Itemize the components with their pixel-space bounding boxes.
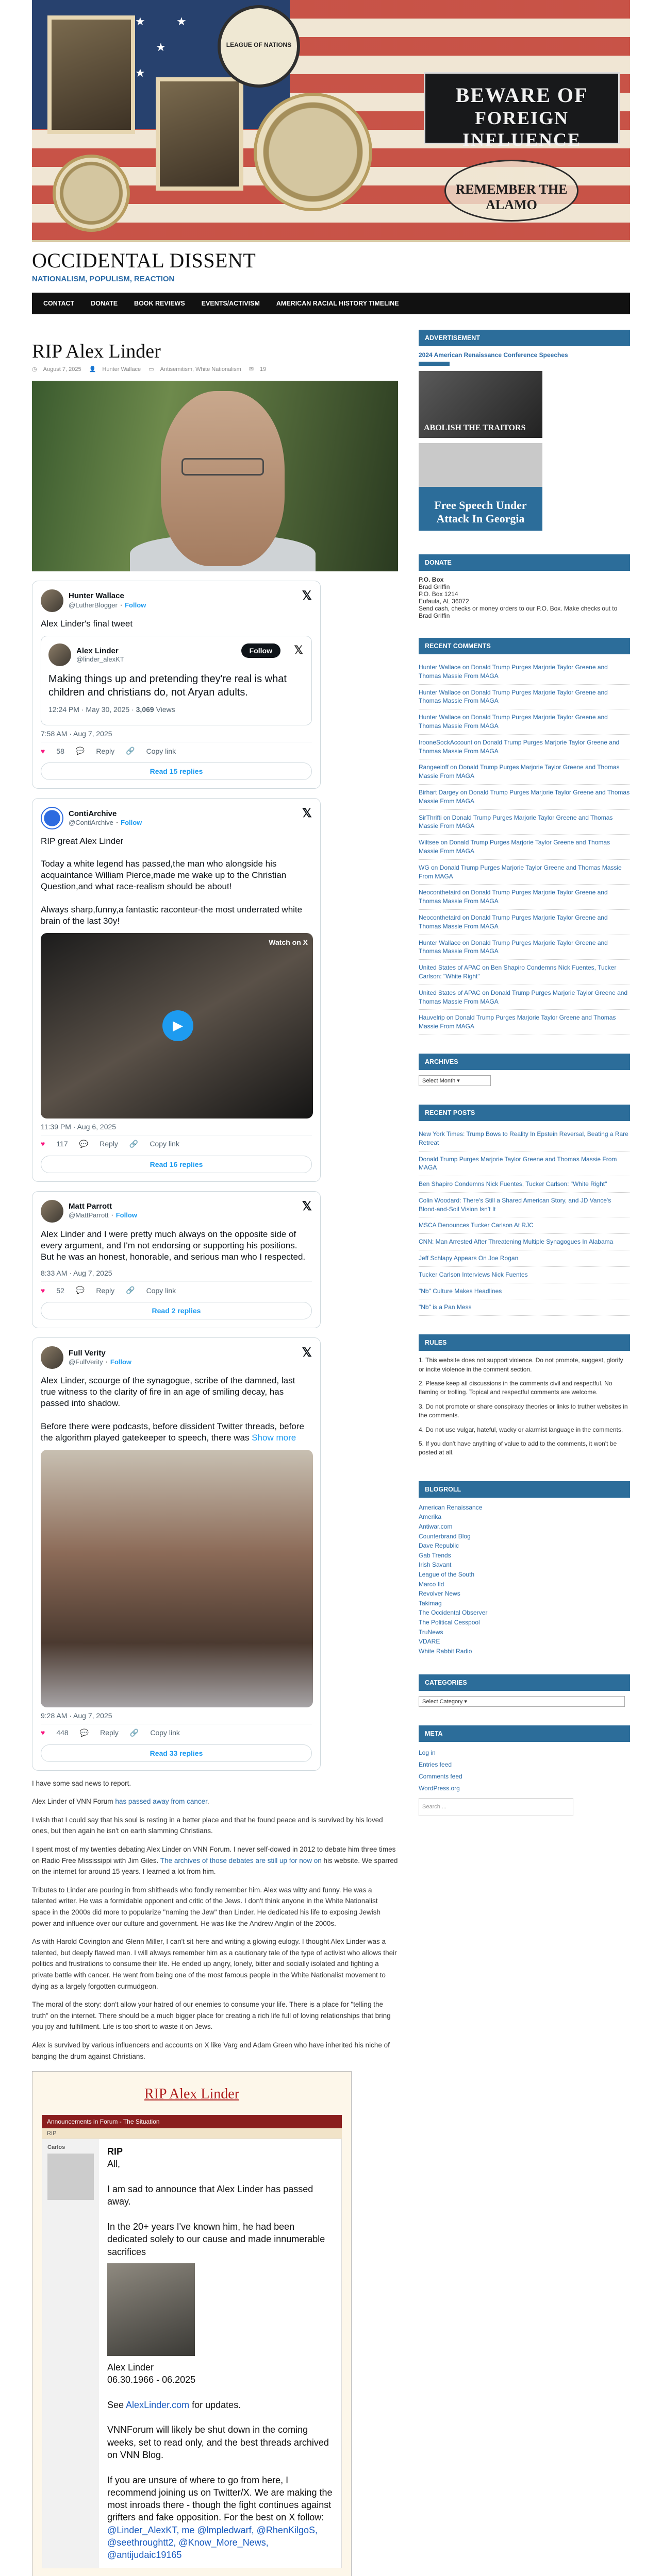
copy-link-button[interactable]: Copy link [146, 1286, 176, 1295]
paragraph: I spent most of my twenties debating Alex Linder on VNN Forum. I never self-dowed in 2012 to debate him three times on Radio Free Mississippi with Jim Giles. The archives of those debates are still up for now on his website. We sparred on the internet for around 15 years. I learned a lot from him. [32, 1845, 398, 1876]
like-count: 448 [56, 1728, 69, 1737]
link-icon[interactable]: 🔗 [129, 1139, 139, 1148]
link-icon[interactable]: 🔗 [126, 747, 135, 755]
tweet-video[interactable] [41, 933, 313, 1118]
watch-on-x-link[interactable]: Watch on X [269, 938, 308, 946]
list-item[interactable]: Birhart Dargey on Donald Trump Purges Marjorie Taylor Greene and Thomas Massie From MAGA [419, 785, 630, 810]
tweet-timestamp[interactable]: 9:28 AM · Aug 7, 2025 [41, 1711, 112, 1720]
tweet-photo[interactable] [41, 1450, 313, 1707]
site-banner [32, 0, 630, 242]
tweet-author-handle[interactable]: @LutherBlogger [69, 601, 118, 609]
list-item[interactable]: Neoconthetaird on Donald Trump Purges Marjorie Taylor Greene and Thomas Massie From MAGA [419, 910, 630, 935]
list-item[interactable]: "Nb" Culture Makes Headlines [419, 1283, 630, 1300]
follow-link[interactable]: Follow [121, 818, 142, 826]
list-item[interactable]: American Renaissance [419, 1503, 483, 1511]
forum-photo [107, 2263, 195, 2356]
reply-icon[interactable]: 💬 [79, 1728, 89, 1737]
link-icon[interactable]: 🔗 [126, 1286, 135, 1295]
list-item[interactable]: Amerika [419, 1513, 442, 1521]
list-item[interactable]: The Political Cesspool [419, 1618, 480, 1626]
post-body [32, 1778, 398, 2062]
banner-remember-alamo: REMEMBER THE ALAMO [444, 160, 578, 222]
widget-advertisement-header: ADVERTISEMENT [419, 330, 630, 346]
list-item[interactable]: Hunter Wallace on Donald Trump Purges Marjorie Taylor Greene and Thomas Massie From MAGA [419, 685, 630, 710]
heart-icon[interactable]: ♥ [41, 1728, 45, 1737]
banner-seal: LEAGUE OF NATIONS [218, 5, 300, 88]
copy-link-button[interactable]: Copy link [150, 1140, 179, 1148]
list-item[interactable]: SirThrifti on Donald Trump Purges Marjorie Taylor Greene and Thomas Massie From MAGA [419, 810, 630, 835]
avatar[interactable] [41, 1346, 63, 1369]
post-comment-count[interactable]: 19 [260, 366, 267, 372]
paragraph: Tributes to Linder are pouring in from shitheads who fondly remember him. Alex was witty and funny. He was a talented writer. He was a formidable opponent and critic of the Jews. I don't think anyone in the White Nationalist space in the 2000s did more to popularize "naming the Jew" than Linder. He dedicated his life to exposing Jewish power and influence over our culture and government. He was like the Andrew Anglin of the 2000s. [32, 1886, 380, 1927]
quote-text: Making things up and pretending they're real is what children and christians do, not Aryan adults. [48, 673, 287, 699]
list-item[interactable]: Tucker Carlson Interviews Nick Fuentes [419, 1267, 630, 1283]
site-tagline: NATIONALISM, POPULISM, REACTION [32, 275, 175, 283]
avatar[interactable] [41, 807, 63, 829]
post-hero-image [32, 381, 398, 571]
nav-events-activism[interactable]: EVENTS/ACTIVISM [201, 300, 260, 307]
list-item[interactable]: Takimag [419, 1599, 442, 1607]
widget-blogroll-header: BLOGROLL [419, 1481, 630, 1498]
list-item[interactable]: Comments feed [419, 1772, 462, 1780]
post-author[interactable]: Hunter Wallace [102, 366, 141, 372]
list-item[interactable]: White Rabbit Radio [419, 1647, 472, 1655]
list-item[interactable]: League of the South [419, 1570, 475, 1578]
banner-medallion [254, 93, 372, 211]
paragraph: Alex is survived by various influencers and accounts on X like Varg and Adam Green who have inherited his niche of banging the drum against Christians. [32, 2041, 390, 2060]
widget-archives-header: ARCHIVES [419, 1054, 630, 1070]
list-item[interactable]: Hauvelrip on Donald Trump Purges Marjorie Taylor Greene and Thomas Massie From MAGA [419, 1010, 630, 1035]
read-replies-button[interactable]: Read 16 replies [41, 1156, 312, 1173]
list-item[interactable]: Neoconthetaird on Donald Trump Purges Marjorie Taylor Greene and Thomas Massie From MAGA [419, 885, 630, 910]
forum-subject: RIP [42, 2128, 342, 2139]
paragraph: I have some sad news to report. [32, 1779, 131, 1787]
link-icon[interactable]: 🔗 [129, 1728, 139, 1737]
list-item[interactable]: WG on Donald Trump Purges Marjorie Taylor Greene and Thomas Massie From MAGA [419, 860, 630, 885]
heart-icon[interactable]: ♥ [41, 747, 45, 755]
list-item[interactable]: Wiltsee on Donald Trump Purges Marjorie Taylor Greene and Thomas Massie From MAGA [419, 835, 630, 860]
list-item[interactable]: Rangeeioff on Donald Trump Purges Marjorie Taylor Greene and Thomas Massie From MAGA [419, 759, 630, 785]
list-item[interactable]: Colin Woodard: There's Still a Shared American Story, and JD Vance's Blood-and-Soil Vision Isn't It [419, 1193, 630, 1218]
list-item[interactable]: Irish Savant [419, 1561, 452, 1569]
donate-info: P.O. Box Brad Griffin P.O. Box 1214 Eufaula, AL 36072 Send cash, checks or money orders to our P.O. Box. Make checks out to Brad Griffin [419, 576, 618, 619]
list-item[interactable]: Hunter Wallace on Donald Trump Purges Marjorie Taylor Greene and Thomas Massie From MAGA [419, 935, 630, 960]
tweet-author-handle[interactable]: @FullVerity [69, 1358, 103, 1366]
post-category[interactable]: Antisemitism, White Nationalism [160, 366, 241, 372]
tweet-timestamp[interactable]: 8:33 AM · Aug 7, 2025 [41, 1269, 112, 1278]
avatar[interactable] [41, 589, 63, 612]
paragraph: As with Harold Covington and Glenn Miller, I can't sit here and writing a glowing eulogy. I thought Alex Linder was a talented, but deeply flawed man. I will always remember him as a cautionary tale of the type of activist who allows their politics and frustrations to consume their life. He ended up angry, lonely, bitter and socially isolated and fighting a private battle with cancer. He went from being one of the most famous people in the White Nationalist movement to dying as a largely forgotten curmudgeon. [32, 1938, 397, 1990]
list-item[interactable]: CNN: Man Arrested After Threatening Multiple Synagogues In Alabama [419, 1234, 630, 1250]
meta-list [419, 1742, 630, 1821]
nav-book-reviews[interactable]: BOOK REVIEWS [134, 300, 185, 307]
main-nav [32, 293, 630, 314]
list-item[interactable]: Jeff Schlapy Appears On Joe Rogan [419, 1250, 630, 1267]
tweet-text: Alex Linder, scourge of the synagogue, scribe of the damned, last true witness to the clarity of fire in an age of smiling decay, has passed into shadow. Before there were podcasts, before dissident Twitter threads, before the algorithm played gatekeeper to speech, there was Show more [41, 1376, 304, 1443]
categories-select[interactable]: Select Category ▾ [419, 1696, 625, 1707]
list-item[interactable]: United States of APAC on Ben Shapiro Condemns Nick Fuentes, Tucker Carlson: "White Right" [419, 960, 630, 985]
archives-select[interactable]: Select Month ▾ [419, 1075, 491, 1086]
main-content [32, 330, 398, 2576]
clock-icon: ◷ [32, 366, 37, 372]
nav-contact[interactable]: CONTACT [43, 300, 75, 307]
widget-meta-header: META [419, 1725, 630, 1742]
post-title: RIP Alex Linder [32, 341, 161, 362]
widget-donate-header: DONATE [419, 554, 630, 571]
copy-link-button[interactable]: Copy link [146, 747, 176, 755]
sidebar [419, 330, 630, 2576]
reply-button[interactable]: Reply [100, 1728, 119, 1737]
tweet-card: ContiArchive @ContiArchive · Follow 𝕏 RIP great Alex Linder Today a white legend has passed,the man who alongside his acquaintance William Pierce,made me wake up to the Christian Question,and what race-realism should be about! Always sharp,funny,a fantastic raconteur-the most underrated white brain of the last 30y! Watch on X ▶ 11:39 PM · Aug 6, 2025 ♥ 117 💬 Reply 🔗 Copy link Read 16 replies [32, 798, 321, 1182]
inline-link[interactable]: The archives of those debates are still up for now on [160, 1856, 322, 1865]
quoted-tweet[interactable] [41, 636, 312, 725]
inline-link[interactable]: @Linder_AlexKT, me @lmpledwarf, @RhenKilgoS, @seethroughtt2, @Know_More_News, @antijudaic19165 [107, 2524, 318, 2561]
forum-bar: Announcements in Forum - The Situation [42, 2115, 342, 2128]
reply-icon[interactable]: 💬 [75, 1286, 85, 1295]
list-item[interactable]: Marco Ild [419, 1580, 444, 1588]
quote-author-handle[interactable]: @linder_alexKT [76, 655, 124, 664]
list-item[interactable]: Hunter Wallace on Donald Trump Purges Marjorie Taylor Greene and Thomas Massie From MAGA [419, 709, 630, 735]
list-item[interactable]: United States of APAC on Donald Trump Purges Marjorie Taylor Greene and Thomas Massie From MAGA [419, 985, 630, 1010]
quote-author-name[interactable]: Alex Linder [76, 647, 119, 656]
follow-link[interactable]: Follow [115, 1211, 137, 1219]
forum-post: RIP All, I am sad to announce that Alex Linder has passed away. In the 20+ years I've known him, he had been dedicated solely to our cause and made innumerable sacrifices Alex Linder 06.30.1966 - 06.2025 See AlexLinder.com for updates. VNNForum will likely be shut down in the coming weeks, set to read only, and the best threads archived on VNN Blog. If you are unsure of where to go from here, I recommend joining us on Twitter/X. We are making the most inroads there - though the fight continues against grifters and fake opposition. For the best on X follow: @Linder_AlexKT, me @lmpledwarf, @RhenKilgoS, @seethroughtt2, @Know_More_News, @antijudaic19165 [107, 2146, 333, 2561]
rules-text: 1. This website does not support violence. Do not promote, suggest, glorify or incite violence in the comment section. 2. Please keep all discussions in the comments civil and respectful. No flaming or trolling. Topical and respectful comments are welcome. 3. Do not promote or share conspiracy theories or links to truther websites in the comments. 4. Do not use vulgar, hateful, wacky or alarmist language in the comments. 5. If you don't have anything of value to add to the comments, it won't be posted at all. [419, 1357, 628, 1456]
reply-button[interactable]: Reply [96, 747, 115, 755]
tweet-card: Hunter Wallace @LutherBlogger · Follow 𝕏 Alex Linder's final tweet Alex Linder @linder_alexKT Follow 𝕏 Making things up and pretending they're real is what children and christians do, not Aryan adults. 12:24 PM · May 30, 2025 · 3,069 Views 7:58 AM · Aug 7, 2025 ♥ 58 💬 Reply 🔗 Copy link Read 15 replies [32, 581, 321, 789]
nav-racial-history-timeline[interactable]: AMERICAN RACIAL HISTORY TIMELINE [276, 300, 399, 307]
recent-comments-list [419, 654, 630, 1040]
ad-link[interactable]: 2024 American Renaissance Conference Speeches [419, 351, 568, 359]
tweet-timestamp[interactable]: 11:39 PM · Aug 6, 2025 [41, 1122, 117, 1131]
widget-categories-header: CATEGORIES [419, 1674, 630, 1691]
heart-icon[interactable]: ♥ [41, 1286, 45, 1295]
tweet-text: Alex Linder's final tweet [41, 619, 133, 629]
list-item[interactable]: New York Times: Trump Bows to Reality In Epstein Reversal, Beating a Rare Retreat [419, 1126, 630, 1151]
banner-flag-canton: ★ ★ ★ ★ [32, 0, 290, 129]
quote-timestamp: 12:24 PM · May 30, 2025 · 3,069 Views [48, 705, 175, 714]
tweet-text: RIP great Alex Linder Today a white legend has passed,the man who alongside his acquaintance William Pierce,made me wake up to the Christian Question,and what race-realism should be about! Always sharp,funny,a fantastic raconteur-the most underrated white brain of the last 30y! [41, 836, 303, 926]
forum-user-panel [42, 2139, 99, 2567]
heart-icon[interactable]: ♥ [41, 1140, 45, 1148]
tweet-text: Alex Linder and I were pretty much always on the opposite side of every argument, and I'm not endorsing or supporting his positions. But he was an honest, honorable, and serious man who I respected. [41, 1229, 306, 1262]
follow-button[interactable]: Follow [241, 643, 280, 658]
read-replies-button[interactable]: Read 2 replies [41, 1302, 312, 1319]
list-item[interactable]: Gab Trends [419, 1551, 451, 1559]
banner-medallion-small [53, 155, 130, 232]
inline-link[interactable]: has passed away from cancer [115, 1798, 207, 1806]
post-meta [32, 366, 398, 372]
folder-icon: ▭ [148, 366, 154, 372]
list-item[interactable]: Dave Republic [419, 1542, 459, 1550]
nav-donate[interactable]: DONATE [91, 300, 118, 307]
list-item[interactable]: The Occidental Observer [419, 1609, 488, 1617]
inline-link[interactable]: AlexLinder.com [126, 2399, 190, 2410]
list-item[interactable]: Ben Shapiro Condemns Nick Fuentes, Tucker Carlson: "White Right" [419, 1176, 630, 1193]
tweet-timestamp[interactable]: 7:58 AM · Aug 7, 2025 [41, 730, 112, 738]
list-item[interactable]: Hunter Wallace on Donald Trump Purges Marjorie Taylor Greene and Thomas Massie From MAGA [419, 659, 630, 685]
reply-icon[interactable]: 💬 [79, 1139, 89, 1148]
tweet-author-name[interactable]: ContiArchive [69, 809, 117, 818]
avatar[interactable] [41, 1200, 63, 1223]
banner-portrait-center [156, 77, 243, 191]
read-replies-button[interactable]: Read 33 replies [41, 1744, 312, 1762]
copy-link-button[interactable]: Copy link [150, 1728, 180, 1737]
play-icon[interactable]: ▶ [162, 1010, 193, 1041]
follow-link[interactable]: Follow [125, 601, 146, 609]
tweet-author-name[interactable]: Full Verity [69, 1348, 106, 1358]
show-more-link[interactable]: Show more [252, 1432, 296, 1443]
like-count: 52 [56, 1286, 64, 1295]
list-item[interactable]: Antiwar.com [419, 1522, 453, 1530]
list-item[interactable]: Revolver News [419, 1590, 460, 1598]
paragraph: The moral of the story: don't allow your hatred of our enemies to consume your life. There is a place for "telling the truth" on the internet. There should be a much bigger place for creating a rich life full of loving relationships that bring you joy and fulfillment. Life is too short to waste it on Jews. [32, 2001, 391, 2031]
recent-posts-list [419, 1121, 630, 1321]
like-count: 58 [56, 747, 64, 755]
site-title[interactable]: OCCIDENTAL DISSENT [32, 249, 256, 272]
list-item[interactable]: VDARE [419, 1638, 440, 1646]
list-item[interactable]: "Nb" is a Pan Mess [419, 1299, 630, 1316]
forum-screenshot [32, 2071, 352, 2576]
list-item[interactable]: Entries feed [419, 1761, 452, 1769]
list-item[interactable]: Counterbrand Blog [419, 1532, 471, 1540]
x-logo-icon[interactable]: 𝕏 [302, 1199, 312, 1213]
tweet-author-handle[interactable]: @ContiArchive [69, 818, 113, 826]
x-logo-icon[interactable]: 𝕏 [302, 806, 312, 821]
list-item[interactable]: IrooneSockAccount on Donald Trump Purges Marjorie Taylor Greene and Thomas Massie From MAGA [419, 735, 630, 760]
avatar[interactable] [48, 643, 71, 666]
tweet-card: Matt Parrott @MattParrott · Follow 𝕏 Alex Linder and I were pretty much always on the opposite side of every argument, and I'm not endorsing or supporting his positions. But he was an honest, honorable, and serious man who I respected. 8:33 AM · Aug 7, 2025 ♥ 52 💬 Reply 🔗 Copy link Read 2 replies [32, 1191, 321, 1328]
blogroll-list [419, 1498, 630, 1662]
post-date[interactable]: August 7, 2025 [43, 366, 81, 372]
x-logo-icon[interactable]: 𝕏 [302, 1346, 312, 1360]
x-logo-icon[interactable]: 𝕏 [302, 589, 312, 603]
banner-portrait-left [47, 15, 135, 134]
list-item[interactable]: MSCA Denounces Tucker Carlson At RJC [419, 1217, 630, 1234]
comment-icon: ✉ [249, 366, 254, 372]
reply-button[interactable]: Reply [96, 1286, 115, 1295]
tweet-author-handle[interactable]: @MattParrott [69, 1211, 109, 1219]
tweet-author-name[interactable]: Hunter Wallace [69, 591, 124, 600]
avatar [47, 2154, 94, 2200]
follow-link[interactable]: Follow [110, 1358, 132, 1366]
read-replies-button[interactable]: Read 15 replies [41, 762, 312, 780]
x-logo-icon[interactable]: 𝕏 [294, 643, 303, 657]
ad-image[interactable]: ABOLISH THE TRAITORS [419, 371, 542, 438]
paragraph: I wish that I could say that his soul is resting in a better place and that he found peace and is survived by his loved ones, but then again he isn't on earth slamming Christians. [32, 1816, 383, 1835]
like-count: 117 [56, 1140, 68, 1148]
ad-image[interactable]: Free Speech Under Attack In Georgia [419, 443, 542, 531]
reply-button[interactable]: Reply [100, 1140, 118, 1148]
tweet-card: Full Verity @FullVerity · Follow 𝕏 Alex Linder, scourge of the synagogue, scribe of the damned, last true witness to the clarity of fire in an age of smiling decay, has passed into shadow. Before there were podcasts, before dissident Twitter threads, before the algorithm played gatekeeper to speech, there was Show more 9:28 AM · Aug 7, 2025 ♥ 448 💬 Reply 🔗 Copy link Read 33 replies [32, 1337, 321, 1771]
tweet-author-name[interactable]: Matt Parrott [69, 1202, 112, 1211]
forum-title: RIP Alex Linder [144, 2086, 240, 2103]
list-item[interactable]: Donald Trump Purges Marjorie Taylor Greene and Thomas Massie From MAGA [419, 1151, 630, 1177]
forum-username: Carlos [47, 2144, 65, 2151]
list-item[interactable]: Log in [419, 1749, 436, 1757]
widget-recent-posts-header: RECENT POSTS [419, 1105, 630, 1121]
widget-rules-header: RULES [419, 1334, 630, 1351]
search-input[interactable]: Search ... [419, 1798, 573, 1816]
reply-icon[interactable]: 💬 [75, 747, 85, 755]
widget-recent-comments-header: RECENT COMMENTS [419, 638, 630, 654]
list-item[interactable]: WordPress.org [419, 1784, 460, 1792]
user-icon: 👤 [89, 366, 96, 372]
banner-beware-sign: BEWARE OF FOREIGN INFLUENCE [424, 72, 620, 144]
list-item[interactable]: TruNews [419, 1628, 443, 1636]
paragraph: Alex Linder of VNN Forum has passed away from cancer. [32, 1798, 209, 1806]
